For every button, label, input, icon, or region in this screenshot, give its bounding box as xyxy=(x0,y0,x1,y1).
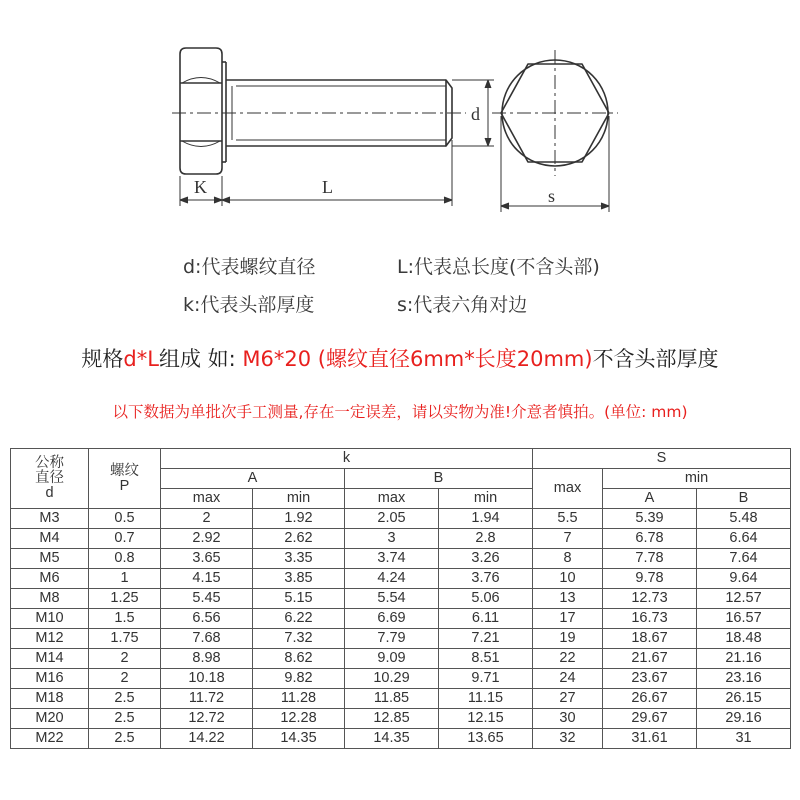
header-nominal-line1: 公称 xyxy=(35,455,64,471)
table-cell: 12.73 xyxy=(603,589,697,609)
table-cell: 31.61 xyxy=(603,729,697,749)
header-s-min-a: A xyxy=(603,489,697,509)
header-k: k xyxy=(161,449,533,469)
table-cell: 6.69 xyxy=(345,609,439,629)
table-cell: 32 xyxy=(533,729,603,749)
header-s: S xyxy=(533,449,791,469)
table-cell: 14.35 xyxy=(345,729,439,749)
table-row xyxy=(11,569,791,589)
table-cell: M14 xyxy=(11,649,89,669)
table-cell: 5.54 xyxy=(345,589,439,609)
table-cell: M5 xyxy=(11,549,89,569)
table-cell: 4.24 xyxy=(345,569,439,589)
header-pitch-line1: 螺纹 xyxy=(110,462,139,479)
table-cell: 8.62 xyxy=(253,649,345,669)
spec-formula: d*L xyxy=(123,347,159,371)
table-cell: 3.76 xyxy=(439,569,533,589)
table-cell: 2.8 xyxy=(439,529,533,549)
head-thickness-label: K xyxy=(194,177,207,197)
table-cell: 3.74 xyxy=(345,549,439,569)
table-cell: 23.67 xyxy=(603,669,697,689)
header-k-b-max: max xyxy=(345,489,439,509)
across-flats-label: s xyxy=(548,186,556,206)
table-cell: 5.15 xyxy=(253,589,345,609)
header-k-a-max: max xyxy=(161,489,253,509)
table-cell: M8 xyxy=(11,589,89,609)
table-cell: 1.92 xyxy=(253,509,345,529)
table-cell: M18 xyxy=(11,689,89,709)
table-cell: 7.68 xyxy=(161,629,253,649)
table-cell: 18.67 xyxy=(603,629,697,649)
table-cell: 27 xyxy=(533,689,603,709)
table-cell: 1.5 xyxy=(89,609,161,629)
table-row xyxy=(11,609,791,629)
table-cell: 1.94 xyxy=(439,509,533,529)
table-cell: 8.51 xyxy=(439,649,533,669)
header-s-min: min xyxy=(603,469,791,489)
table-cell: 13 xyxy=(533,589,603,609)
table-cell: 2.92 xyxy=(161,529,253,549)
header-nominal-line2: 直径 xyxy=(35,470,64,486)
table-cell: 2.62 xyxy=(253,529,345,549)
table-cell: M4 xyxy=(11,529,89,549)
table-cell: 0.8 xyxy=(89,549,161,569)
table-cell: 11.85 xyxy=(345,689,439,709)
table-cell: 11.15 xyxy=(439,689,533,709)
table-row xyxy=(11,589,791,609)
table-cell: 3.26 xyxy=(439,549,533,569)
spec-description xyxy=(0,343,800,373)
dimension-table xyxy=(10,448,791,749)
diameter-label: d xyxy=(471,104,480,124)
table-cell: 13.65 xyxy=(439,729,533,749)
table-cell: M6 xyxy=(11,569,89,589)
header-k-b-min: min xyxy=(439,489,533,509)
table-cell: 7.21 xyxy=(439,629,533,649)
header-s-min-b: B xyxy=(697,489,791,509)
table-cell: 5.5 xyxy=(533,509,603,529)
header-k-a-min: min xyxy=(253,489,345,509)
table-cell: 3.65 xyxy=(161,549,253,569)
table-cell: 12.85 xyxy=(345,709,439,729)
table-cell: 2 xyxy=(89,669,161,689)
table-cell: 8 xyxy=(533,549,603,569)
table-cell: 4.15 xyxy=(161,569,253,589)
table-row xyxy=(11,709,791,729)
table-cell: 2.05 xyxy=(345,509,439,529)
spec-suffix: 不含头部厚度 xyxy=(592,347,719,371)
table-cell: 24 xyxy=(533,669,603,689)
table-cell: M3 xyxy=(11,509,89,529)
table-cell: 3.35 xyxy=(253,549,345,569)
table-cell: 2.5 xyxy=(89,689,161,709)
table-cell: 16.57 xyxy=(697,609,791,629)
header-pitch-line2: P xyxy=(119,477,130,494)
table-row xyxy=(11,689,791,709)
table-cell: 8.98 xyxy=(161,649,253,669)
table-cell: 5.45 xyxy=(161,589,253,609)
table-cell: 2.5 xyxy=(89,729,161,749)
table-cell: 1.75 xyxy=(89,629,161,649)
table-cell: 12.72 xyxy=(161,709,253,729)
table-cell: 10.18 xyxy=(161,669,253,689)
spec-example: M6*20 (螺纹直径6mm*长度20mm) xyxy=(242,347,593,371)
table-cell: 22 xyxy=(533,649,603,669)
bolt-technical-drawing xyxy=(0,0,800,230)
table-cell: 7.64 xyxy=(697,549,791,569)
table-cell: 17 xyxy=(533,609,603,629)
table-row xyxy=(11,549,791,569)
table-cell: 5.06 xyxy=(439,589,533,609)
legend-s: s:代表六角对边 xyxy=(397,294,528,316)
table-cell: 7.78 xyxy=(603,549,697,569)
table-cell: 30 xyxy=(533,709,603,729)
table-cell: 0.5 xyxy=(89,509,161,529)
table-cell: 6.22 xyxy=(253,609,345,629)
legend-k: k:代表头部厚度 xyxy=(183,294,315,316)
table-row xyxy=(11,669,791,689)
table-cell: 10 xyxy=(533,569,603,589)
bolt-head-side-view xyxy=(180,48,226,174)
table-cell: 3 xyxy=(345,529,439,549)
table-cell: 9.64 xyxy=(697,569,791,589)
header-pitch xyxy=(89,449,161,509)
table-cell: 18.48 xyxy=(697,629,791,649)
table-cell: 9.71 xyxy=(439,669,533,689)
table-cell: 29.67 xyxy=(603,709,697,729)
table-row xyxy=(11,529,791,549)
table-cell: M10 xyxy=(11,609,89,629)
table-cell: M20 xyxy=(11,709,89,729)
table-row xyxy=(11,629,791,649)
table-cell: 7 xyxy=(533,529,603,549)
table-cell: 5.39 xyxy=(603,509,697,529)
table-cell: 31 xyxy=(697,729,791,749)
header-nominal-diameter xyxy=(11,449,89,509)
table-row xyxy=(11,729,791,749)
table-cell: 6.56 xyxy=(161,609,253,629)
table-cell: 10.29 xyxy=(345,669,439,689)
table-cell: 12.15 xyxy=(439,709,533,729)
bolt-head-top-view xyxy=(492,50,618,176)
table-cell: 9.82 xyxy=(253,669,345,689)
table-row xyxy=(11,649,791,669)
table-cell: 29.16 xyxy=(697,709,791,729)
table-cell: 1.25 xyxy=(89,589,161,609)
header-k-a: A xyxy=(161,469,345,489)
table-cell: 9.78 xyxy=(603,569,697,589)
length-label: L xyxy=(322,177,333,197)
table-cell: 12.57 xyxy=(697,589,791,609)
table-cell: 2 xyxy=(89,649,161,669)
spec-prefix: 规格 xyxy=(81,347,124,371)
table-cell: M16 xyxy=(11,669,89,689)
table-cell: 14.35 xyxy=(253,729,345,749)
header-s-max: max xyxy=(533,469,603,509)
table-cell: M12 xyxy=(11,629,89,649)
table-cell: 19 xyxy=(533,629,603,649)
table-cell: M22 xyxy=(11,729,89,749)
header-nominal-line3: d xyxy=(45,485,54,501)
table-cell: 16.73 xyxy=(603,609,697,629)
table-cell: 26.15 xyxy=(697,689,791,709)
table-cell: 21.67 xyxy=(603,649,697,669)
table-cell: 3.85 xyxy=(253,569,345,589)
measurement-notice: 以下数据为单批次手工测量,存在一定误差，请以实物为准!介意者慎拍。(单位: mm) xyxy=(112,403,688,421)
header-k-b: B xyxy=(345,469,533,489)
table-cell: 6.11 xyxy=(439,609,533,629)
table-cell: 2 xyxy=(161,509,253,529)
table-cell: 14.22 xyxy=(161,729,253,749)
table-cell: 2.5 xyxy=(89,709,161,729)
spec-middle: 组成 如: xyxy=(158,347,243,371)
table-cell: 26.67 xyxy=(603,689,697,709)
table-cell: 0.7 xyxy=(89,529,161,549)
table-cell: 12.28 xyxy=(253,709,345,729)
table-cell: 11.72 xyxy=(161,689,253,709)
table-cell: 6.64 xyxy=(697,529,791,549)
table-cell: 7.79 xyxy=(345,629,439,649)
legend-L: L:代表总长度(不含头部) xyxy=(397,256,600,278)
table-cell: 21.16 xyxy=(697,649,791,669)
table-cell: 11.28 xyxy=(253,689,345,709)
table-cell: 1 xyxy=(89,569,161,589)
table-cell: 23.16 xyxy=(697,669,791,689)
table-cell: 6.78 xyxy=(603,529,697,549)
legend-d: d:代表螺纹直径 xyxy=(183,256,316,278)
table-cell: 9.09 xyxy=(345,649,439,669)
table-cell: 7.32 xyxy=(253,629,345,649)
table-cell: 5.48 xyxy=(697,509,791,529)
table-row xyxy=(11,509,791,529)
